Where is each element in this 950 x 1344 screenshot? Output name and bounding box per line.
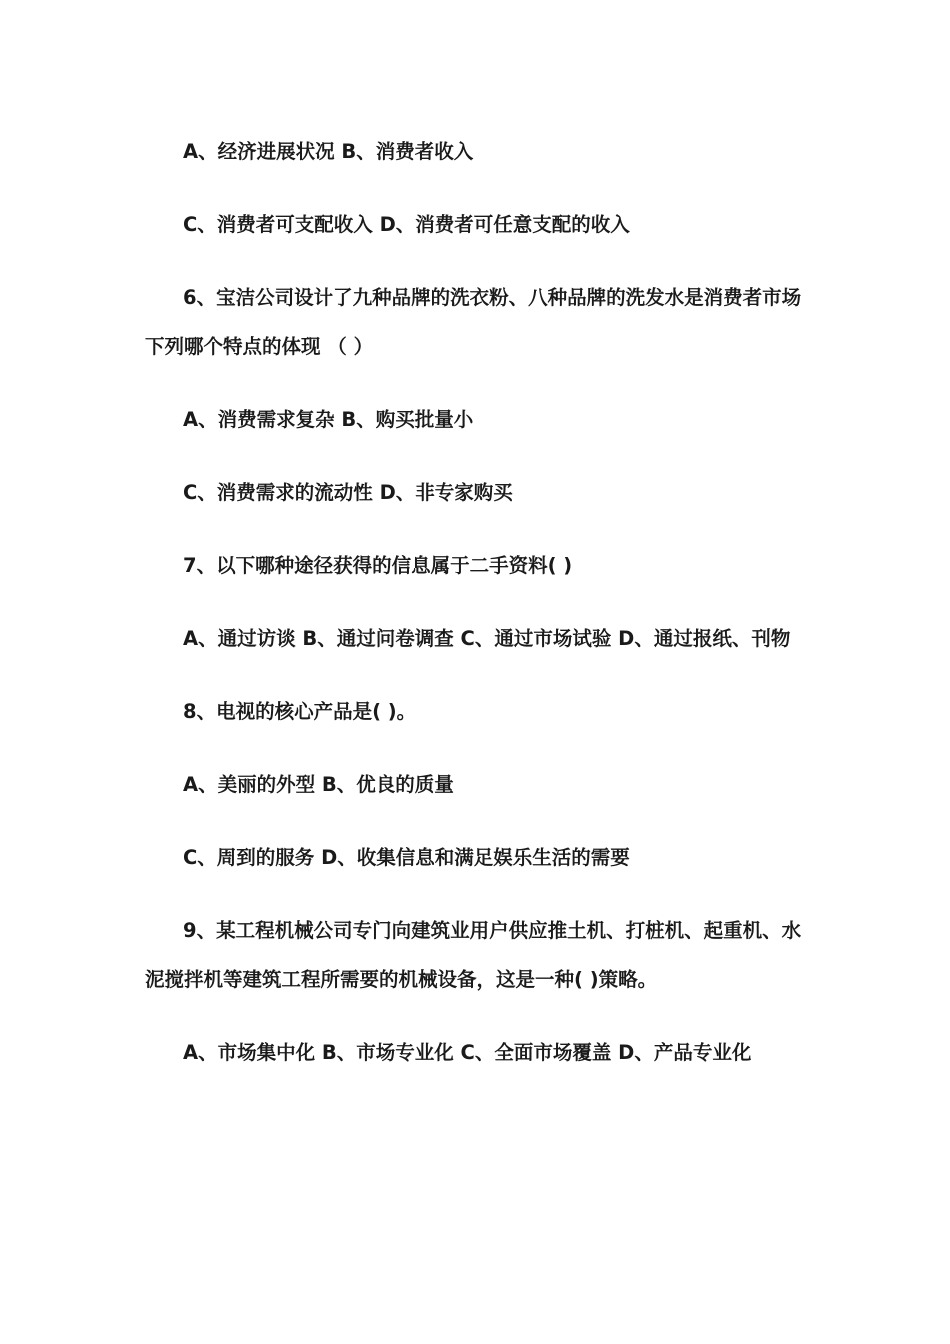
question-9: 9、某工程机械公司专门向建筑业用户供应推土机、打桩机、起重机、水泥搅拌机等建筑工程所需要的机械设备，这是一种( )策略。 <box>145 919 802 991</box>
question-6: 6、宝洁公司设计了九种品牌的洗衣粉、八种品牌的洗发水是消费者市场下列哪个特点的体现 （ ） <box>145 286 802 358</box>
option-line-q8-ab: A、美丽的外型 B、优良的质量 <box>183 773 454 796</box>
option-line-q5-ab: A、经济进展状况 B、消费者收入 <box>183 140 474 163</box>
option-line-q5-cd: C、消费者可支配收入 D、消费者可任意支配的收入 <box>183 213 630 236</box>
option-line-q6-ab: A、消费需求复杂 B、购买批量小 <box>183 408 474 431</box>
question-8: 8、电视的核心产品是( )。 <box>183 700 417 723</box>
option-line-q8-cd: C、周到的服务 D、收集信息和满足娱乐生活的需要 <box>183 846 630 869</box>
option-line-q7: A、通过访谈 B、通过问卷调查 C、通过市场试验 D、通过报纸、刊物 <box>183 627 791 650</box>
option-line-q9: A、市场集中化 B、市场专业化 C、全面市场覆盖 D、产品专业化 <box>183 1041 752 1064</box>
option-line-q6-cd: C、消费需求的流动性 D、非专家购买 <box>183 481 513 504</box>
document-body <box>145 127 810 1101</box>
question-7: 7、以下哪种途径获得的信息属于二手资料( ) <box>183 554 573 577</box>
